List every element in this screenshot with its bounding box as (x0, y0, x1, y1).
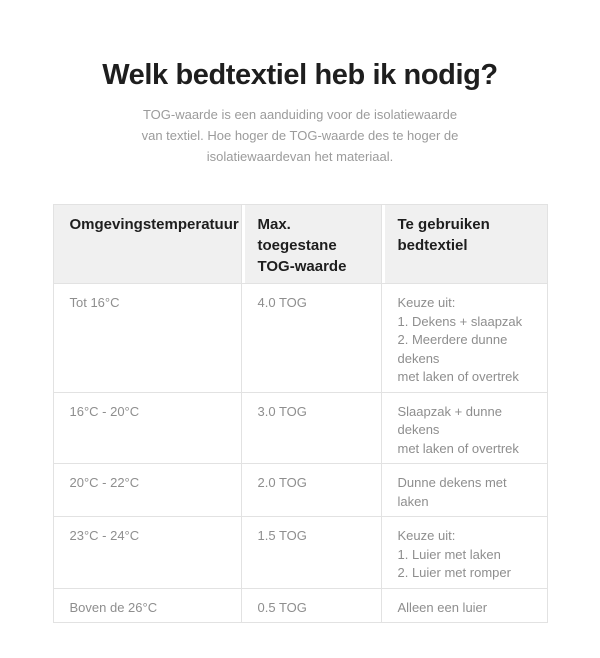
table-header-row (53, 205, 547, 284)
cell-temperature: 20°C - 22°C (53, 464, 241, 517)
textile-line: met laken of overtrek (397, 369, 519, 384)
header-line: Te gebruiken (397, 216, 490, 233)
textile-line: 1. Luier met laken (397, 546, 501, 562)
textile-line: Keuze uit: (397, 528, 456, 543)
page-title: Welk bedtextiel heb ik nodig? (102, 59, 498, 91)
header-line: Max. toegestane (257, 216, 337, 254)
tog-table (53, 204, 548, 623)
intro-text (90, 104, 510, 167)
textile-line: Dunne dekens met laken (397, 475, 507, 509)
cell-textile (381, 284, 547, 393)
intro-line: TOG-waarde is een aanduiding voor de isolatiewaarde (142, 107, 458, 122)
cell-textile (381, 464, 547, 517)
table-row (53, 284, 547, 393)
cell-tog-value: 3.0 TOG (241, 392, 381, 464)
table-row (53, 517, 547, 589)
page (0, 58, 600, 658)
cell-tog-value: 1.5 TOG (241, 517, 381, 589)
textile-line: 2. Meerdere dunne dekens (397, 332, 508, 366)
cell-tog-value: 0.5 TOG (241, 588, 381, 623)
textile-line: 1. Dekens + slaapzak (397, 313, 523, 329)
textile-line: 2. Luier met romper (397, 565, 511, 580)
cell-tog-value: 2.0 TOG (241, 464, 381, 517)
cell-temperature: Tot 16°C (53, 284, 241, 393)
header-line: TOG-waarde (257, 258, 347, 275)
cell-textile (381, 517, 547, 589)
table-row (53, 464, 547, 517)
table-row (53, 392, 547, 464)
cell-textile (381, 588, 547, 623)
header-omgevingstemperatuur (53, 205, 241, 284)
textile-line: Keuze uit: (397, 295, 456, 310)
intro-line: isolatiewaardevan het materiaal. (206, 149, 394, 164)
textile-line: met laken of overtrek (397, 440, 519, 456)
cell-temperature: Boven de 26°C (53, 588, 241, 623)
intro-line: van textiel. Hoe hoger de TOG-waarde des te hoger de (141, 128, 459, 143)
header-line: Omgevingstemperatuur (69, 216, 239, 233)
table-row (53, 588, 547, 623)
header-line: bedtextiel (397, 237, 468, 254)
cell-textile (381, 392, 547, 464)
header-max-toegestane-tog (241, 205, 381, 284)
cell-tog-value: 4.0 TOG (241, 284, 381, 393)
textile-line: Alleen een luier (397, 599, 488, 615)
textile-line: Slaapzak + dunne dekens (397, 403, 502, 437)
header-te-gebruiken-bedtextiel (381, 205, 547, 284)
cell-temperature: 23°C - 24°C (53, 517, 241, 589)
cell-temperature: 16°C - 20°C (53, 392, 241, 464)
